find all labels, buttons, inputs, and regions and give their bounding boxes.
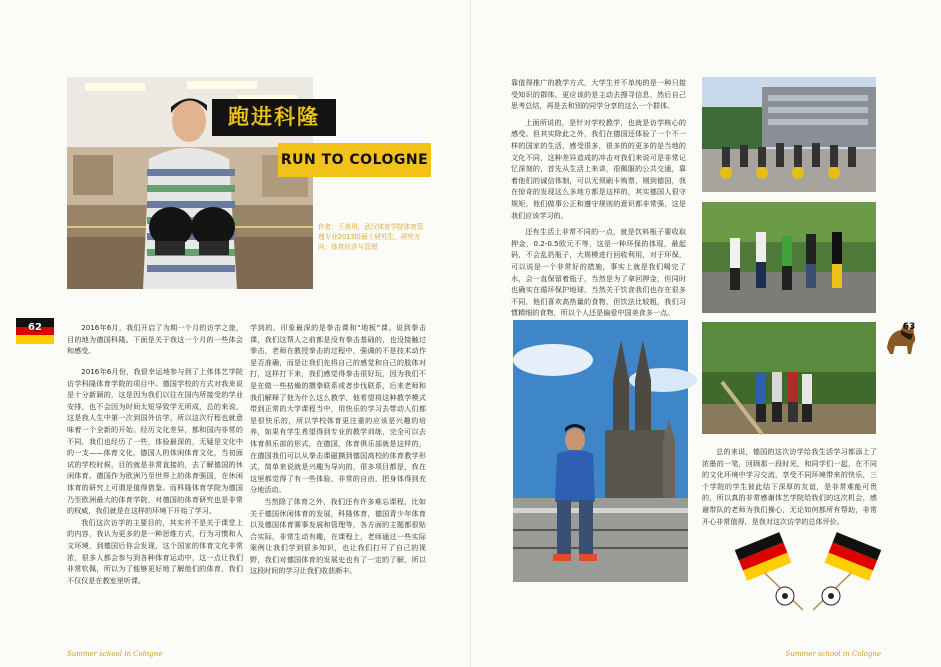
col2-paragraph-1: 学到的，印象最深的是拳击课和“地板”课。说到拳击课，我们这帮人之前都是没有拳击基础的，也没接触过拳击，老师在教授拳击的过程中，强调的不是技术动作是否准确，而是让我们先将自己的感觉和自己的肢体对打，这样打下来，我们感觉得拳击很好玩，因为我们不是在做一些枯燥的攒拳联系或者步伐联系，后来老师和我们解释了他为什么这么教学，他希望将这种教学模式带到正常的大学课程当中，用快乐的学习去带动人们都是很快乐的，所以学校体育更注重的应该是兴趣的培养，如果有学生希望得到专业的教学训练，完全可以去体育俱乐部的形式，在德国，体育俱乐部就是这样的，在德国我们可以从拳击课磁撕到德国高校的体育教学形式，简单来说就是兴趣为导向的，很多项目都是，我在这里都觉得了有一些体验，非常的自由，把身体得到充分地活动。 xyxy=(250,323,426,495)
footer-right: Summer school in Cologne xyxy=(785,650,881,658)
column-3 xyxy=(511,77,686,318)
running-group-photo xyxy=(702,202,876,313)
article-title-english: RUN TO COLOGNE xyxy=(278,143,431,177)
intro-text: 2016年6月，我们开启了为期一个月的访学之旅，目的地为德国科隆。下面是关于我这一个月的一些体会和感受。 xyxy=(67,323,243,356)
page-number-right: 63 xyxy=(902,322,916,332)
col3-paragraph-3: 还有生活上非常不同的一点，就是饮料瓶子要收取押金，0.2-0.5欧元不等，这是一种环保的体现，最起码，不会乱扔瓶子，大规模进行回收利用，对于环保，可以说是一个非常好的措施，事实上就是我们喝完了水，会一直保留着瓶子，当然是为了拿回押金，但同时也确实在循环保护地球，当然关于饮食我们也存在很多不同，他们喜欢高热量的食物，但饮法比较粗，我们习惯精细的食物，所以个人还是偏爱中国美食多一点。 xyxy=(511,227,686,318)
col1-paragraph-1: 2016年6月份，我很幸运地参与到了上体体艺学院访学科隆体育学院的项目中。德国学校的方式对我来说是十分新颖的，这是因为我们以往在国内所接受的学业安排，也不会因为时间太短导致学无所成，总的来说，这是我人生中第一次到国外访学，所以这次行程也就意味着一个全新的开始。经历文化差异，都和国内非常的不同，我们也经历了一些，体验最深的，无疑是文化中的一支——体育文化，德国人的体闲体育文化，当初面试的学校时候，目的就是非常直接的，去了解德国的休闲体育。德国作为欧洲乃至世界上的体育强国，在休闲体育的研究上可谓是值得借鉴。而科隆体育学院为德国乃至欧洲最大的体育学院，对德国的体育研究也是非常的权威，我们就是在这样的环境下开始了学习。 xyxy=(67,367,243,516)
right-page xyxy=(470,0,941,667)
column-4 xyxy=(702,446,877,526)
col3-paragraph-1: 靠值得推广的教学方式，大学生并不单纯的是一种只接受知识的群体，更应该的是主动去搜寻信息，然后自己思考总结，再是去和别的同学分享的这么一个群体。 xyxy=(511,78,686,111)
col3-paragraph-2: 上面所说的，是针对学校教学，也就是访学核心的感受。但其实除此之外，我们在德国还体验了一个不一样的国家的生活，感受很多，很多的的更多的是当地的文化不同，这种差异造成的冲击对我们来说可是非常记忆深刻的，首先从生活上来讲，很佩服的公共交通，靠着他们的诚信体制，可以无须刷卡购票，刚到德国，我在惊奇的发现这么多地方都是这样的，其实德国人很守规矩，他们做事公正和遵守规则的意识都非常强，这是我们应该学习的。 xyxy=(511,117,686,220)
hiking-group-photo-graphic xyxy=(702,322,876,434)
running-group-photo-graphic xyxy=(702,202,876,313)
bike-group-photo xyxy=(702,77,876,192)
col2-paragraph-2: 当然除了体育之外，我们还有许多难忘课程，比如关于德国休闲体育的发展，科隆体育，德国青少年体育以及德国体育赛事发展和管理等，各方面的主题都很贴合实际，非常生动有趣，在课程上，老师通过一些实际案例让我们学到很多知识，也让我们打开了自己的视野，我们对德国体育的发展史也有了一定的了解，所以这段时间的学习让我们收获颇丰。 xyxy=(250,496,426,576)
page-number-left: 62 xyxy=(28,322,42,333)
cathedral-photo-graphic xyxy=(513,320,688,582)
column-1 xyxy=(67,366,243,628)
col1-paragraph-2: 我们这次访学的主要目的，其实并不是关于课堂上的内容，我认为更多的是一种思维方式，行为习惯和人文环境，到德国后你会发现，这个国家的体育文化非常浓，很多人都会参与到各种体育运动中，这一点让我们非常钦佩，所以为了能够更好地了解他们的体育，我们不仅仅是在教室里听课。 xyxy=(67,517,243,585)
cathedral-photo xyxy=(513,320,688,582)
crossed-flags-with-soccer-balls-icon xyxy=(733,532,883,614)
footer-left: Summer school in Cologne xyxy=(67,650,163,658)
col4-paragraph-1: 总的来说，德国的这次访学给我生活学习都添上了浓墨的一笔，回顾那一段时光，和同学们一起，在不同的文化环境中学习交流，享受不同环境带来的快乐，三个学院的学生彼此结下深厚的友谊，是非常难能可贵的，所以真的非常感谢体艺学院给我们的这次机会，感谢带队的老师为我们操心，无论如何都所有帮助，非常开心非常值得，是我对这次访学的总体评价。 xyxy=(702,447,877,526)
left-page xyxy=(0,0,470,667)
column-2 xyxy=(250,322,426,628)
author-caption: 作者：王善琪，武汉体育学院体育管理专业2013级硕士研究生，研究方向：体育经济与管理 xyxy=(318,223,424,251)
article-title-chinese: 跑进科隆 xyxy=(212,99,336,136)
bike-group-photo-graphic xyxy=(702,77,876,192)
hiking-group-photo xyxy=(702,322,876,434)
intro-paragraph xyxy=(67,322,243,357)
